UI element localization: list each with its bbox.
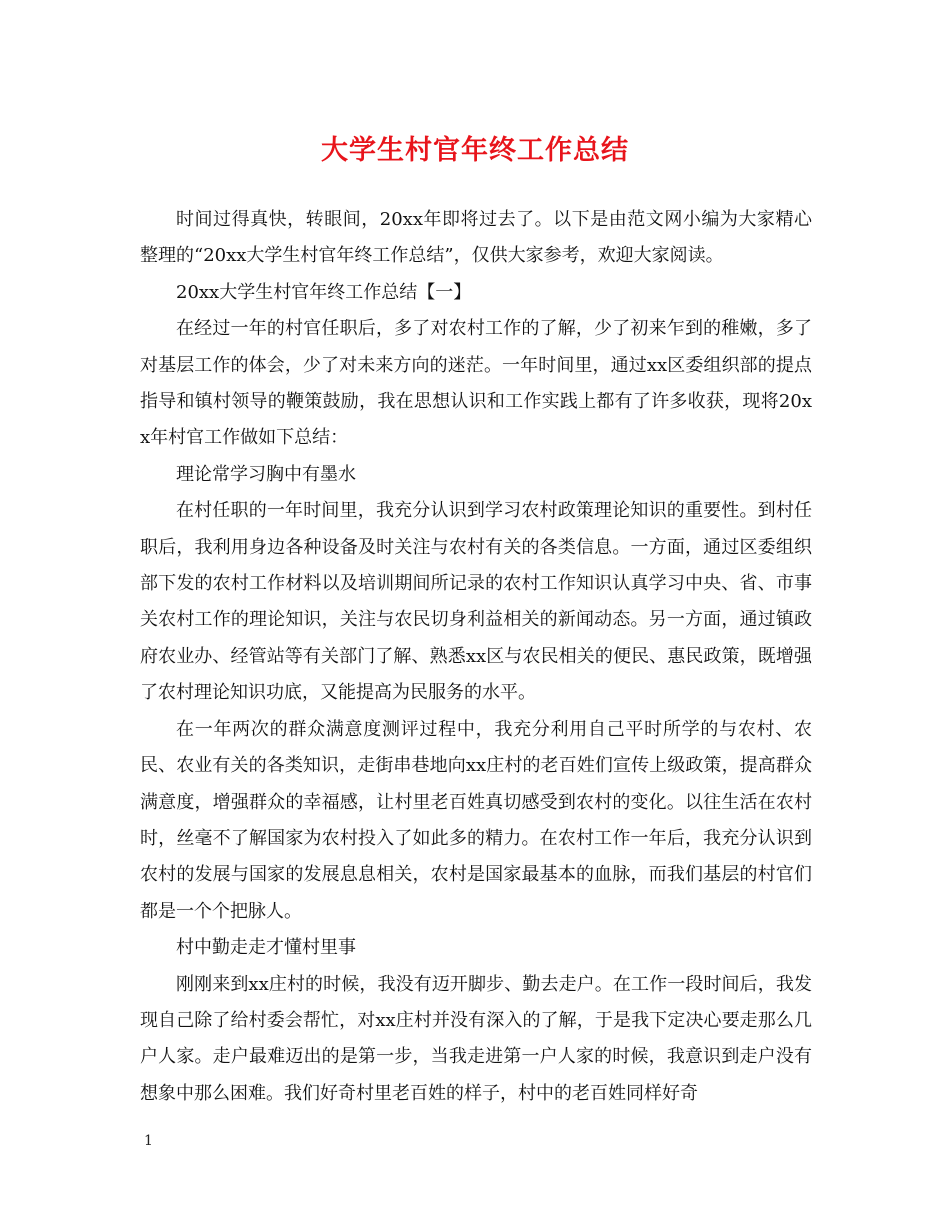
subheading-village-visits: 村中勤走走才懂村里事	[176, 937, 356, 959]
section-heading-one: 20xx大学生村官年终工作总结【一】	[176, 281, 472, 303]
document-body	[140, 202, 812, 1112]
subheading-theory-study: 理论常学习胸中有墨水	[176, 463, 356, 485]
village-visits-paragraph: 刚刚来到xx庄村的时候，我没有迈开脚步、勤去走户。在工作一段时间后，我发现自己除了给村委会帮忙，对xx庄村并没有深入的了解，于是我下定决心要走那么几户人家。走户最难迈出的是第一步，当我走进第一户人家的时候，我意识到走户没有想象中那么困难。我们好奇村里老百姓的样子，村中的老百姓同样好奇	[140, 973, 812, 1104]
satisfaction-survey-paragraph: 在一年两次的群众满意度测评过程中，我充分利用自己平时所学的与农村、农民、农业有关的各类知识，走街串巷地向xx庄村的老百姓们宣传上级政策，提高群众满意度，增强群众的幸福感，让村里老百姓真切感受到农村的变化。以往生活在农村时，丝毫不了解国家为农村投入了如此多的精力。在农村工作一年后，我充分认识到农村的发展与国家的发展息息相关，农村是国家最基本的血脉，而我们基层的村官们都是一个个把脉人。	[140, 718, 812, 922]
page-number: 1	[144, 1133, 153, 1149]
summary-paragraph: 在经过一年的村官任职后，多了对农村工作的了解，少了初来乍到的稚嫩，多了对基层工作的体会，少了对未来方向的迷茫。一年时间里，通过xx区委组织部的提点指导和镇村领导的鞭策鼓励，我在思想认识和工作实践上都有了许多收获，现将20xx年村官工作做如下总结：	[140, 318, 812, 449]
intro-paragraph: 时间过得真快，转眼间，20xx年即将过去了。以下是由范文网小编为大家精心整理的“20xx大学生村官年终工作总结”，仅供大家参考，欢迎大家阅读。	[140, 209, 812, 267]
document-title: 大学生村官年终工作总结	[321, 135, 629, 166]
theory-study-paragraph: 在村任职的一年时间里，我充分认识到学习农村政策理论知识的重要性。到村任职后，我利用身边各种设备及时关注与农村有关的各类信息。一方面，通过区委组织部下发的农村工作材料以及培训期间所记录的农村工作知识认真学习中央、省、市事关农村工作的理论知识，关注与农民切身利益相关的新闻动态。另一方面，通过镇政府农业办、经管站等有关部门了解、熟悉xx区与农民相关的便民、惠民政策，既增强了农村理论知识功底，又能提高为民服务的水平。	[140, 500, 812, 704]
